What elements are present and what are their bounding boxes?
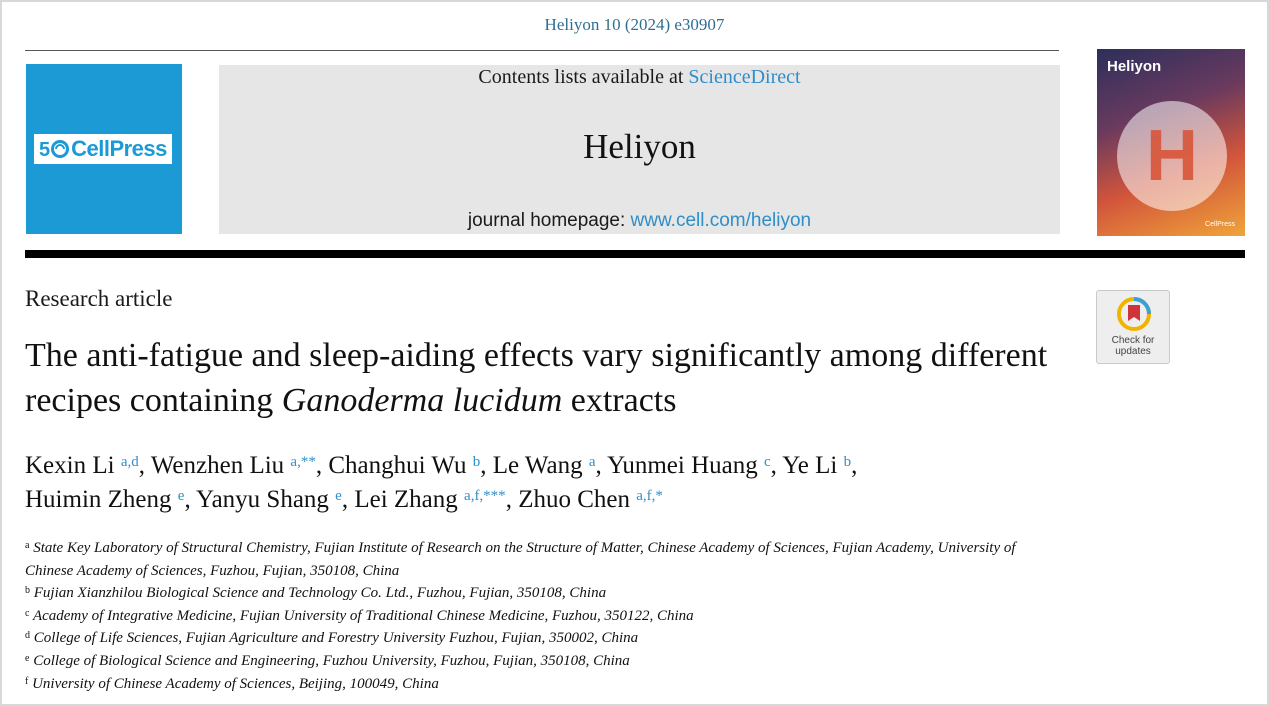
homepage-link[interactable]: www.cell.com/heliyon	[630, 210, 812, 231]
contents-prefix: Contents lists available at	[478, 66, 689, 88]
affiliation-item	[25, 650, 1065, 673]
header-divider	[25, 250, 1245, 258]
author-name[interactable]: Zhuo Chen	[518, 486, 630, 513]
cellpress-logo-text: CellPress	[71, 136, 167, 161]
author-affiliation-marks[interactable]: b	[843, 454, 852, 470]
author-affiliation-marks[interactable]: a,**	[290, 454, 316, 470]
journal-name: Heliyon	[583, 127, 696, 166]
author-affiliation-marks[interactable]: b	[472, 454, 481, 470]
author-name[interactable]: Wenzhen Liu	[150, 452, 285, 479]
author-name[interactable]: Yanyu Shang	[196, 486, 329, 513]
author-separator: ,	[851, 452, 858, 479]
affiliation-text: College of Biological Science and Engineering, Fuzhou University, Fuzhou, Fujian, 350108, China	[33, 652, 630, 669]
affiliation-letter: a	[25, 540, 30, 551]
affiliation-text: University of Chinese Academy of Sciences, Beijing, 100049, China	[32, 675, 439, 692]
author-separator: ,	[315, 452, 329, 479]
cellpress-50-icon	[39, 138, 69, 160]
affiliation-letter: c	[25, 607, 30, 619]
homepage-line	[219, 210, 1060, 232]
author-separator: ,	[505, 486, 519, 513]
author-name[interactable]: Le Wang	[492, 452, 583, 479]
journal-citation[interactable]: Heliyon 10 (2024) e30907	[544, 15, 725, 34]
svg-text:5: 5	[39, 139, 50, 160]
check-updates-icon	[1116, 296, 1152, 332]
affiliation-text: College of Life Sciences, Fujian Agriculture and Forestry University Fuzhou, Fujian, 350002, China	[33, 630, 639, 647]
title-species: Ganoderma lucidum	[281, 382, 563, 419]
article-title	[25, 333, 1085, 423]
title-part-2: extracts	[562, 382, 677, 419]
author-separator: ,	[138, 452, 151, 479]
journal-cover[interactable]	[1097, 49, 1245, 236]
author-affiliation-marks[interactable]: a,f,*	[636, 488, 663, 504]
author-name[interactable]: Lei Zhang	[354, 486, 458, 513]
homepage-prefix: journal homepage:	[467, 210, 631, 231]
cellpress-logo[interactable]	[26, 64, 182, 234]
affiliation-item	[25, 537, 1065, 582]
title-part-1: The anti-fatigue and sleep-aiding effects vary significantly among different recipes containing	[25, 337, 1048, 419]
author-list	[25, 449, 1085, 517]
author-separator: ,	[480, 452, 493, 479]
author-affiliation-marks[interactable]: c	[764, 454, 771, 470]
affiliation-item	[25, 582, 1065, 605]
author-name[interactable]: Huimin Zheng	[25, 486, 172, 513]
cover-letter: H	[1146, 116, 1198, 196]
author-name[interactable]: Yunmei Huang	[607, 452, 758, 479]
affiliation-letter: b	[25, 585, 30, 597]
affiliation-letter: f	[25, 675, 29, 687]
affiliation-item	[25, 673, 1065, 696]
author-separator: ,	[341, 486, 355, 513]
author-separator: ,	[184, 486, 197, 513]
author-separator: ,	[595, 452, 608, 479]
journal-masthead	[219, 65, 1060, 234]
citation-divider	[25, 50, 1059, 51]
cover-circle	[1117, 101, 1227, 211]
article-type: Research article	[25, 286, 173, 311]
sciencedirect-link[interactable]: ScienceDirect	[688, 66, 801, 88]
affiliation-text: Fujian Xianzhilou Biological Science and Technology Co. Ltd., Fuzhou, Fujian, 350108, China	[33, 585, 607, 602]
author-name[interactable]: Kexin Li	[25, 452, 115, 479]
affiliation-text: Academy of Integrative Medicine, Fujian University of Traditional Chinese Medicine, Fuzhou, 350122, China	[32, 607, 694, 624]
author-separator: ,	[770, 452, 783, 479]
author-affiliation-marks[interactable]: e	[335, 488, 342, 504]
author-affiliation-marks[interactable]: a,f,***	[464, 488, 506, 504]
check-for-updates-label: Check for updates	[1111, 335, 1155, 357]
check-for-updates-button[interactable]	[1096, 290, 1170, 364]
affiliation-list	[25, 537, 1065, 695]
author-affiliation-marks[interactable]: a,d	[120, 454, 139, 470]
author-affiliation-marks[interactable]: e	[177, 488, 185, 504]
author-name[interactable]: Ye Li	[782, 452, 838, 479]
cover-publisher: CellPress	[1205, 221, 1235, 228]
author-name[interactable]: Changhui Wu	[328, 452, 467, 479]
affiliation-letter: d	[25, 630, 30, 642]
contents-line	[219, 66, 1060, 89]
affiliation-item	[25, 605, 1065, 628]
cover-title: Heliyon	[1107, 58, 1162, 75]
cellpress-logo-badge	[34, 134, 172, 164]
affiliation-letter: e	[25, 652, 30, 664]
author-affiliation-marks[interactable]: a	[588, 454, 596, 470]
affiliation-text: State Key Laboratory of Structural Chemistry, Fujian Institute of Research on the Structure of Matter, Chinese Academy of Sciences, Fujian Academy, University of Chinese Academy of Sciences, Fuzhou, Fujian, 350108, China	[25, 540, 1016, 579]
affiliation-item	[25, 627, 1065, 650]
